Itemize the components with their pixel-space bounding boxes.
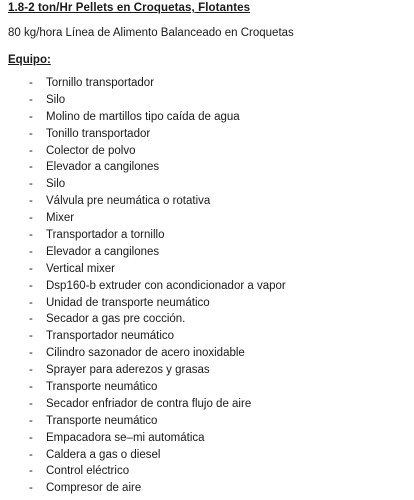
list-item-text: Cilindro sazonador de acero inoxidable — [46, 347, 245, 360]
list-bullet: - — [29, 195, 33, 208]
list-item-text: Silo — [46, 93, 66, 106]
list-bullet: - — [29, 330, 33, 343]
list-item-text: Secador a gas pre cocción. — [46, 313, 186, 326]
list-item-text: Caldera a gas o diesel — [46, 448, 161, 461]
list-bullet: - — [29, 161, 33, 174]
list-bullet: - — [29, 347, 33, 360]
list-item-text: Elevador a cangilones — [46, 161, 160, 174]
list-item-text: Sprayer para aderezos y grasas — [46, 364, 210, 377]
list-bullet: - — [29, 110, 33, 123]
list-bullet: - — [29, 381, 33, 394]
list-bullet: - — [29, 245, 33, 258]
list-item-text: Control eléctrico — [46, 465, 130, 478]
list-item-text: Empacadora se–mi automática — [46, 431, 205, 444]
list-bullet: - — [29, 279, 33, 292]
list-bullet: - — [29, 448, 33, 461]
list-item-text: Unidad de transporte neumático — [46, 296, 210, 309]
list-item-text: Transporte neumático — [46, 381, 158, 394]
list-item-text: Vertical mixer — [46, 262, 116, 275]
list-bullet: - — [29, 262, 33, 275]
list-item-text: Secador enfriador de contra flujo de aire — [46, 397, 252, 410]
list-bullet: - — [29, 296, 33, 309]
list-item-text: Silo — [46, 178, 66, 191]
list-bullet: - — [29, 465, 33, 478]
list-bullet: - — [29, 77, 33, 89]
list-item-text: Molino de martillos tipo caída de agua — [46, 110, 240, 123]
list-item-text: Válvula pre neumática o rotativa — [46, 195, 211, 208]
list-bullet: - — [29, 144, 33, 157]
list-bullet: - — [29, 397, 33, 410]
list-bullet: - — [29, 313, 33, 326]
list-item-text: Transporte neumático — [46, 414, 158, 427]
equipment-heading: Equipo: — [8, 54, 51, 66]
list-bullet: - — [29, 127, 33, 140]
list-bullet: - — [29, 364, 33, 377]
list-bullet: - — [29, 229, 33, 242]
list-item-text: Colector de polvo — [46, 144, 136, 157]
document-subtitle: 80 kg/hora Línea de Alimento Balanceado en Croquetas — [8, 27, 294, 39]
list-bullet: - — [29, 178, 33, 191]
list-item-text: Dsp160-b extruder con acondicionador a vapor — [46, 279, 286, 292]
list-bullet: - — [29, 414, 33, 427]
list-item-text: Transportador a tornillo — [46, 229, 165, 242]
list-item-text: Elevador a cangilones — [46, 245, 160, 258]
list-item-text: Tornillo transportador — [46, 77, 155, 89]
document-title: 1.8-2 ton/Hr Pellets en Croquetas, Flotantes — [8, 2, 251, 14]
list-bullet: - — [29, 431, 33, 444]
list-bullet: - — [29, 93, 33, 106]
list-bullet: - — [29, 212, 33, 225]
list-item-text: Tonillo transportador — [46, 127, 151, 140]
list-bullet: - — [29, 482, 33, 495]
list-item-text: Compresor de aire — [46, 482, 142, 495]
list-item-text: Mixer — [46, 212, 75, 225]
list-item-text: Transportador neumático — [46, 330, 175, 343]
